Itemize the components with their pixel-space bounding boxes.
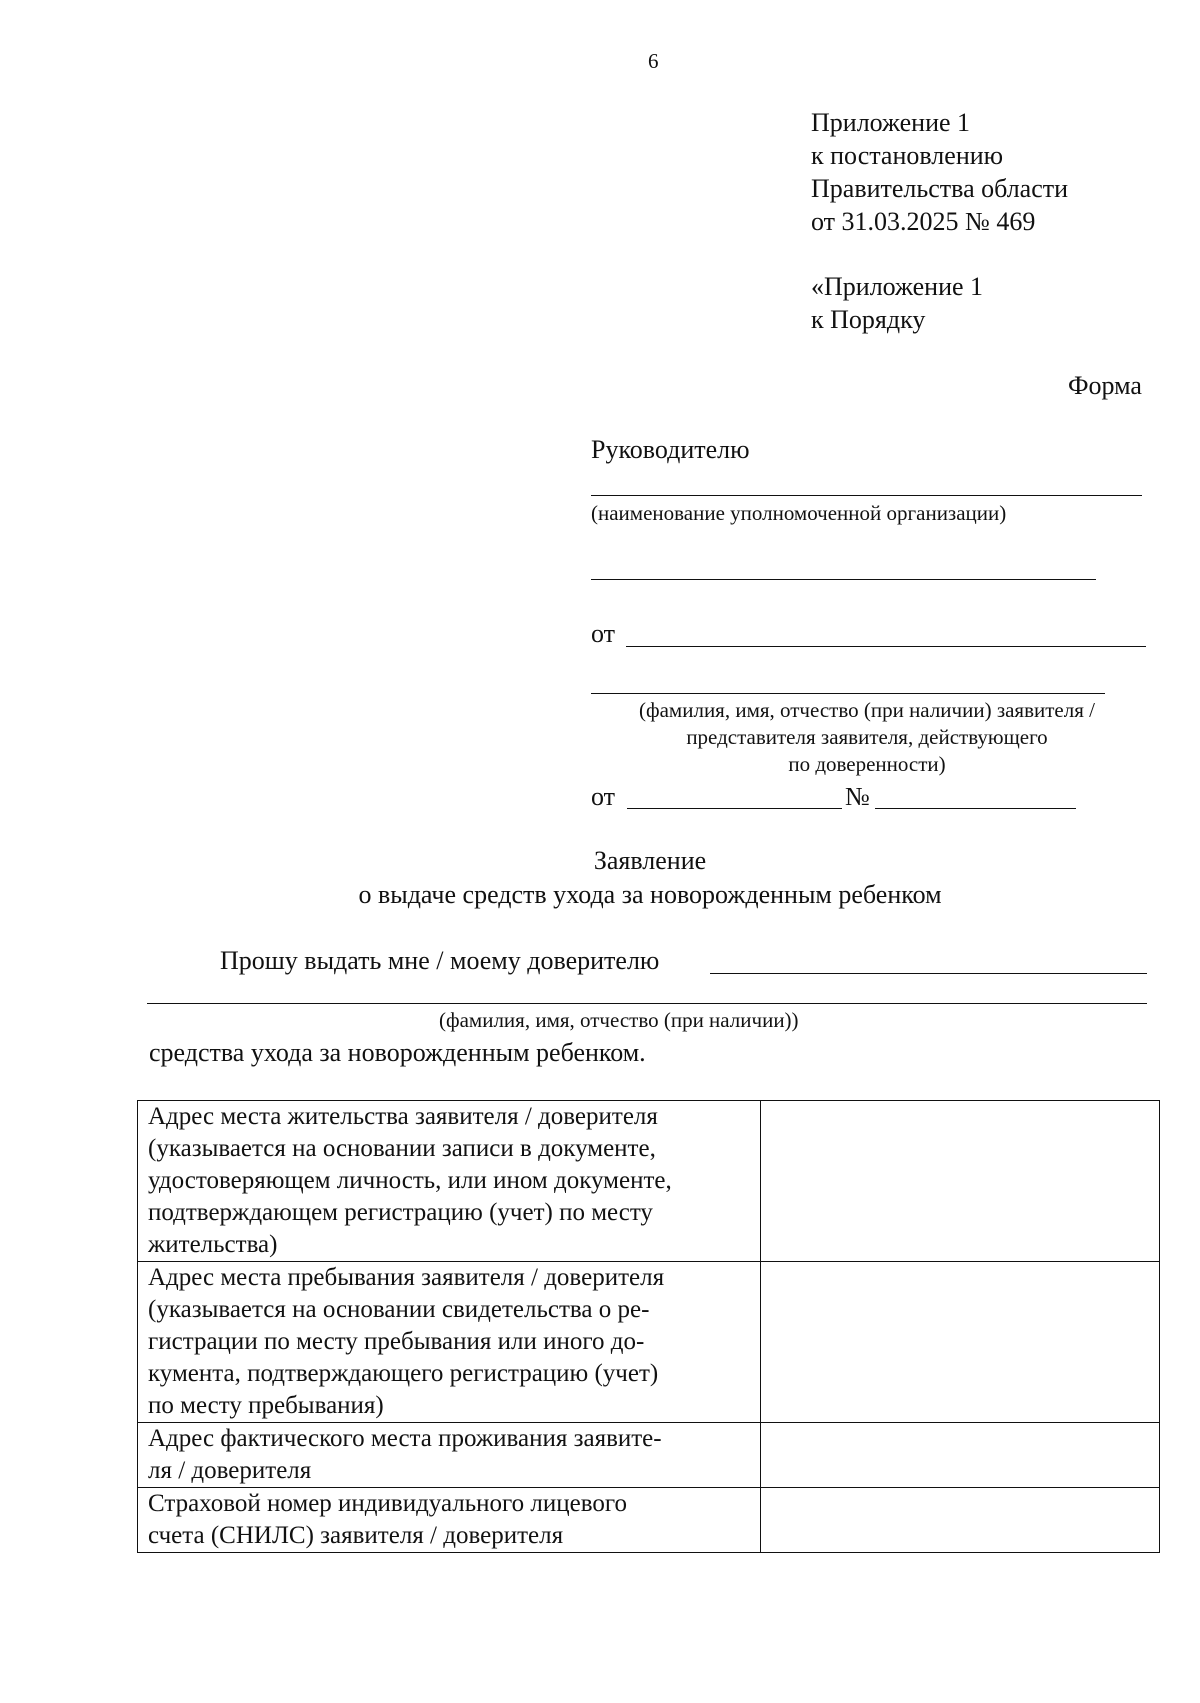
row-label-line: жительства) <box>148 1231 278 1258</box>
appendix-inner-line-1: «Приложение 1 <box>811 272 984 301</box>
number-label: № <box>845 782 870 811</box>
applicant-name-line-2 <box>591 693 1105 694</box>
row-label <box>138 1101 761 1262</box>
applicant-info-table <box>137 1100 1160 1553</box>
applicant-caption-line-2: представителя заявителя, действующего <box>686 725 1048 749</box>
statement-title: Заявление <box>593 846 707 875</box>
appendix-line-4: от 31.03.2025 № 469 <box>811 207 1036 236</box>
row-value-field[interactable] <box>761 1488 1160 1553</box>
row-label-line: удостоверяющем личность, или ином документе, <box>148 1167 672 1194</box>
row-label-line: ля / доверителя <box>148 1457 312 1484</box>
applicant-caption-line-1: (фамилия, имя, отчество (при наличии) заявителя / <box>639 698 1095 722</box>
row-label <box>138 1262 761 1423</box>
row-label-line: (указывается на основании записи в документе, <box>148 1135 656 1162</box>
statement-tail: средства ухода за новорожденным ребенком. <box>149 1038 646 1067</box>
appendix-line-3: Правительства области <box>811 174 1069 203</box>
actual-address-row <box>138 1423 1160 1488</box>
appendix-line-2: к постановлению <box>811 141 1004 170</box>
request-name-line-2 <box>147 1003 1147 1004</box>
addressee-title: Руководителю <box>591 435 750 464</box>
appendix-inner-line-2: к Порядку <box>811 305 926 334</box>
form-label: Форма <box>1068 371 1142 400</box>
request-name-line <box>710 973 1147 974</box>
row-label-line: счета (СНИЛС) заявителя / доверителя <box>148 1522 564 1549</box>
row-label-line: Страховой номер индивидуального лицевого <box>148 1490 628 1517</box>
row-value-field[interactable] <box>761 1423 1160 1488</box>
row-label <box>138 1423 761 1488</box>
row-label-line: Адрес места жительства заявителя / доверителя <box>148 1103 658 1130</box>
row-label-line: (указывается на основании свидетельства о ре- <box>148 1296 650 1323</box>
row-label-line: Адрес места пребывания заявителя / доверителя <box>148 1264 665 1291</box>
stay-address-row <box>138 1262 1160 1423</box>
date-from-label: от <box>591 782 616 811</box>
org-name-line-2 <box>591 579 1096 580</box>
applicant-name-line <box>626 646 1146 647</box>
appendix-inner-block <box>811 270 983 336</box>
residence-address-row <box>138 1101 1160 1262</box>
date-line <box>627 808 842 809</box>
appendix-block <box>811 106 1068 238</box>
request-text: Прошу выдать мне / моему доверителю <box>220 946 660 975</box>
snils-row <box>138 1488 1160 1553</box>
number-line <box>875 808 1076 809</box>
row-label <box>138 1488 761 1553</box>
org-caption: (наименование уполномоченной организации) <box>591 501 1007 525</box>
fio-caption: (фамилия, имя, отчество (при наличии)) <box>439 1008 799 1032</box>
row-value-field[interactable] <box>761 1262 1160 1423</box>
applicant-caption <box>591 697 1143 778</box>
row-label-line: гистрации по месту пребывания или иного до- <box>148 1328 645 1355</box>
row-label-line: кумента, подтверждающего регистрацию (учет) <box>148 1360 659 1387</box>
row-label-line: по месту пребывания) <box>148 1392 384 1419</box>
page-number: 6 <box>648 49 659 73</box>
from-label: от <box>591 619 616 648</box>
row-label-line: подтверждающем регистрацию (учет) по месту <box>148 1199 653 1226</box>
applicant-caption-line-3: по доверенности) <box>788 752 946 776</box>
appendix-line-1: Приложение 1 <box>811 108 971 137</box>
row-label-line: Адрес фактического места проживания заявите- <box>148 1425 662 1452</box>
row-value-field[interactable] <box>761 1101 1160 1262</box>
statement-subtitle: о выдаче средств ухода за новорожденным ребенком <box>358 880 942 909</box>
org-name-line <box>591 495 1142 496</box>
